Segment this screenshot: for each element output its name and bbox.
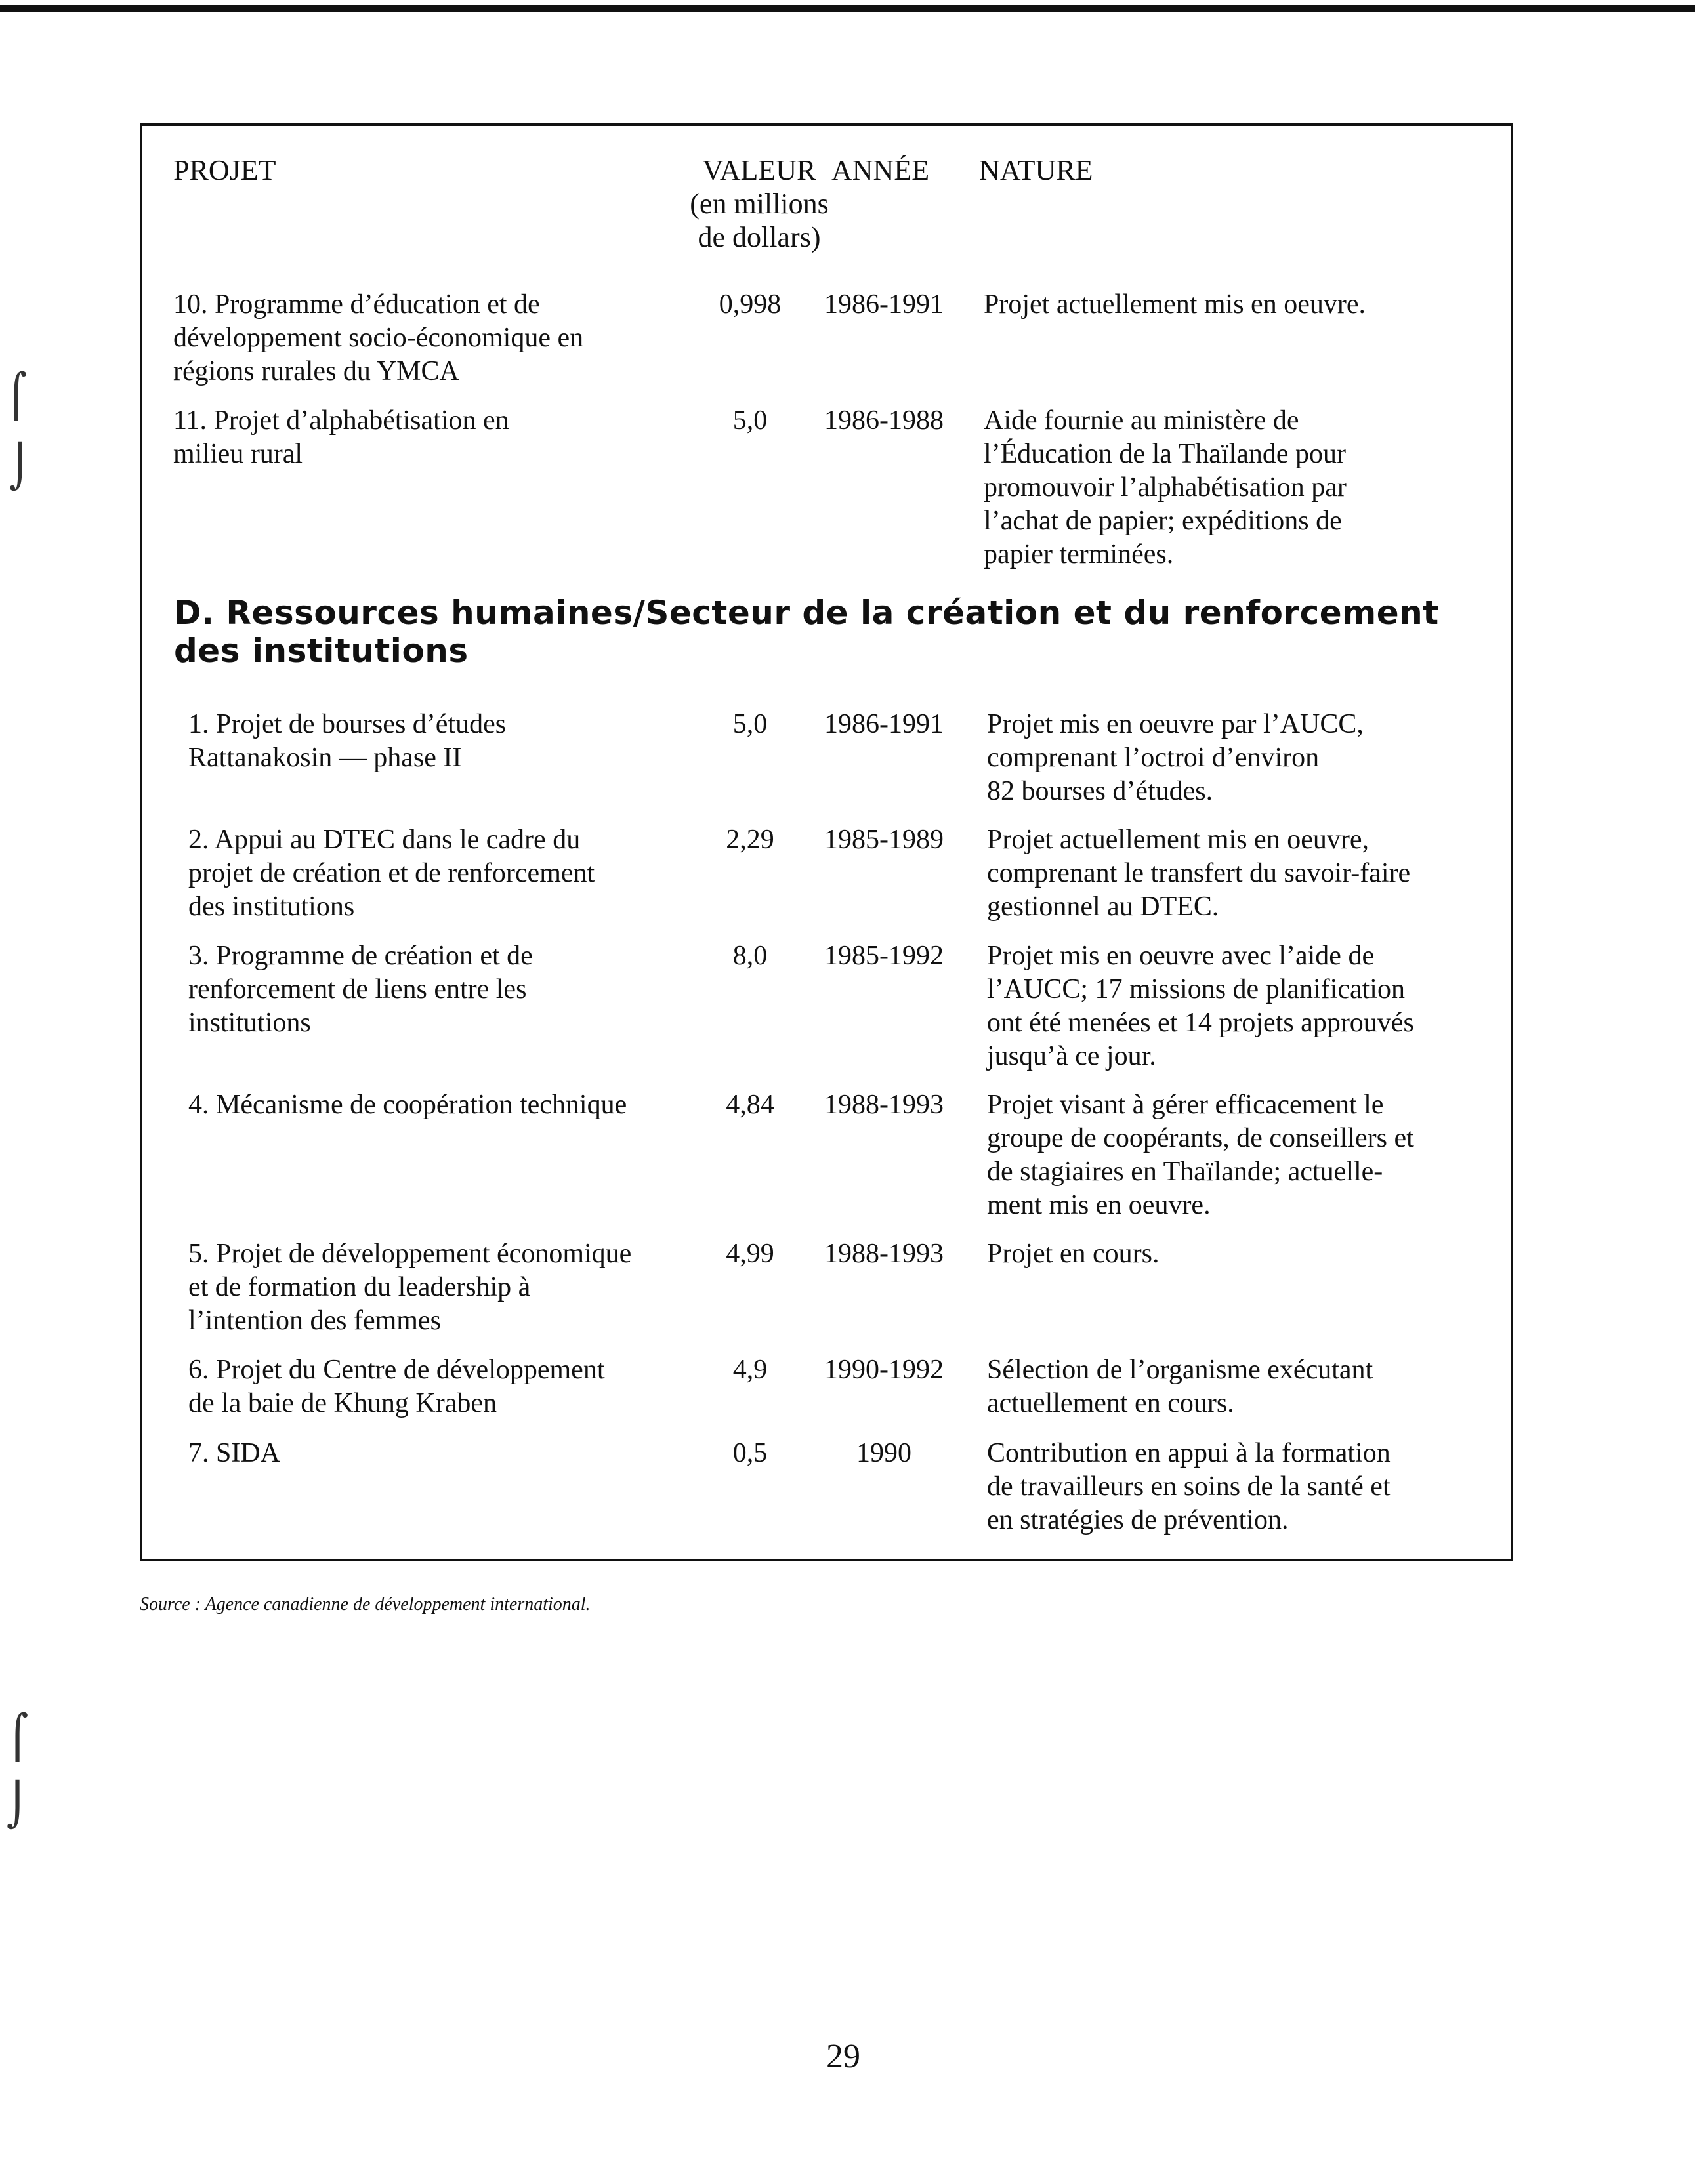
row-d7-projet: 7. SIDA bbox=[188, 1438, 281, 1468]
row-c10-projet: 10. Programme d’éducation et de développement socio-économique en régions rurales du YMCA bbox=[173, 289, 584, 386]
row-d2-nature: Projet actuellement mis en oeuvre, comprenant le transfert du savoir-faire gestionnel au DTEC. bbox=[987, 825, 1411, 922]
row-d2-projet: 2. Appui au DTEC dans le cadre du projet de création et de renforcement des institutions bbox=[188, 825, 595, 922]
margin-mark: ⌡ bbox=[9, 443, 31, 491]
section-d-title: D. Ressources humaines/Secteur de la création et du renforcement des institutions bbox=[174, 594, 1439, 670]
row-d6-valeur: 4,9 bbox=[732, 1355, 768, 1385]
row-d1-valeur: 5,0 bbox=[732, 709, 768, 739]
header-projet: PROJET bbox=[173, 154, 276, 186]
row-d6-projet: 6. Projet du Centre de développement de la baie de Khung Kraben bbox=[188, 1355, 605, 1418]
row-d7-valeur: 0,5 bbox=[732, 1438, 768, 1468]
row-d4-projet: 4. Mécanisme de coopération technique bbox=[188, 1090, 627, 1120]
row-d3-annee: 1985-1992 bbox=[824, 941, 944, 971]
row-c11-projet: 11. Projet d’alphabétisation en milieu rural bbox=[173, 405, 509, 469]
margin-mark: ⌠ bbox=[5, 372, 28, 421]
row-d4-nature: Projet visant à gérer efficacement le groupe de coopérants, de conseillers et de stagiaires en Thaïlande; actuelle- ment mis en oeuvre. bbox=[987, 1090, 1414, 1220]
projects-table bbox=[140, 123, 1513, 1561]
row-d3-valeur: 8,0 bbox=[732, 941, 768, 971]
row-d5-annee: 1988-1993 bbox=[824, 1239, 944, 1269]
row-c11-nature: Aide fournie au ministère de l’Éducation de la Thaïlande pour promouvoir l’alphabétisation par l’achat de papier; expéditions de papier terminées. bbox=[984, 405, 1347, 569]
row-d6-annee: 1990-1992 bbox=[824, 1355, 944, 1385]
row-d4-annee: 1988-1993 bbox=[824, 1090, 944, 1120]
row-d5-nature: Projet en cours. bbox=[987, 1239, 1160, 1269]
top-rule bbox=[0, 5, 1695, 12]
row-c11-annee: 1986-1988 bbox=[824, 405, 944, 436]
source-note: Source : Agence canadienne de développement international. bbox=[140, 1594, 591, 1615]
row-d1-annee: 1986-1991 bbox=[824, 709, 944, 739]
row-d7-nature: Contribution en appui à la formation de travailleurs en soins de la santé et en stratégies de prévention. bbox=[987, 1438, 1391, 1535]
row-c11-valeur: 5,0 bbox=[732, 405, 768, 436]
margin-mark: ⌠ bbox=[7, 1713, 29, 1762]
row-d2-annee: 1985-1989 bbox=[824, 825, 944, 855]
row-c10-nature: Projet actuellement mis en oeuvre. bbox=[984, 289, 1366, 319]
header-valeur: VALEUR (en millions de dollars) bbox=[690, 154, 829, 253]
row-d1-nature: Projet mis en oeuvre par l’AUCC, comprenant l’octroi d’environ 82 bourses d’études. bbox=[987, 709, 1364, 806]
row-d6-nature: Sélection de l’organisme exécutant actuellement en cours. bbox=[987, 1355, 1373, 1418]
row-c10-annee: 1986-1991 bbox=[824, 289, 944, 319]
row-d5-valeur: 4,99 bbox=[726, 1239, 774, 1269]
margin-mark: ⌡ bbox=[7, 1781, 29, 1830]
row-d1-projet: 1. Projet de bourses d’études Rattanakosin — phase II bbox=[188, 709, 507, 773]
row-d3-projet: 3. Programme de création et de renforcement de liens entre les institutions bbox=[188, 941, 533, 1038]
header-annee: ANNÉE bbox=[831, 154, 930, 186]
page-number: 29 bbox=[826, 2038, 860, 2075]
row-d4-valeur: 4,84 bbox=[726, 1090, 774, 1120]
row-d5-projet: 5. Projet de développement économique et de formation du leadership à l’intention des femmes bbox=[188, 1239, 632, 1336]
header-nature: NATURE bbox=[979, 154, 1093, 186]
row-c10-valeur: 0,998 bbox=[719, 289, 782, 319]
row-d3-nature: Projet mis en oeuvre avec l’aide de l’AUCC; 17 missions de planification ont été menées et 14 projets approuvés jusqu’à ce jour. bbox=[987, 941, 1414, 1071]
row-d2-valeur: 2,29 bbox=[726, 825, 774, 855]
row-d7-annee: 1990 bbox=[856, 1438, 911, 1468]
